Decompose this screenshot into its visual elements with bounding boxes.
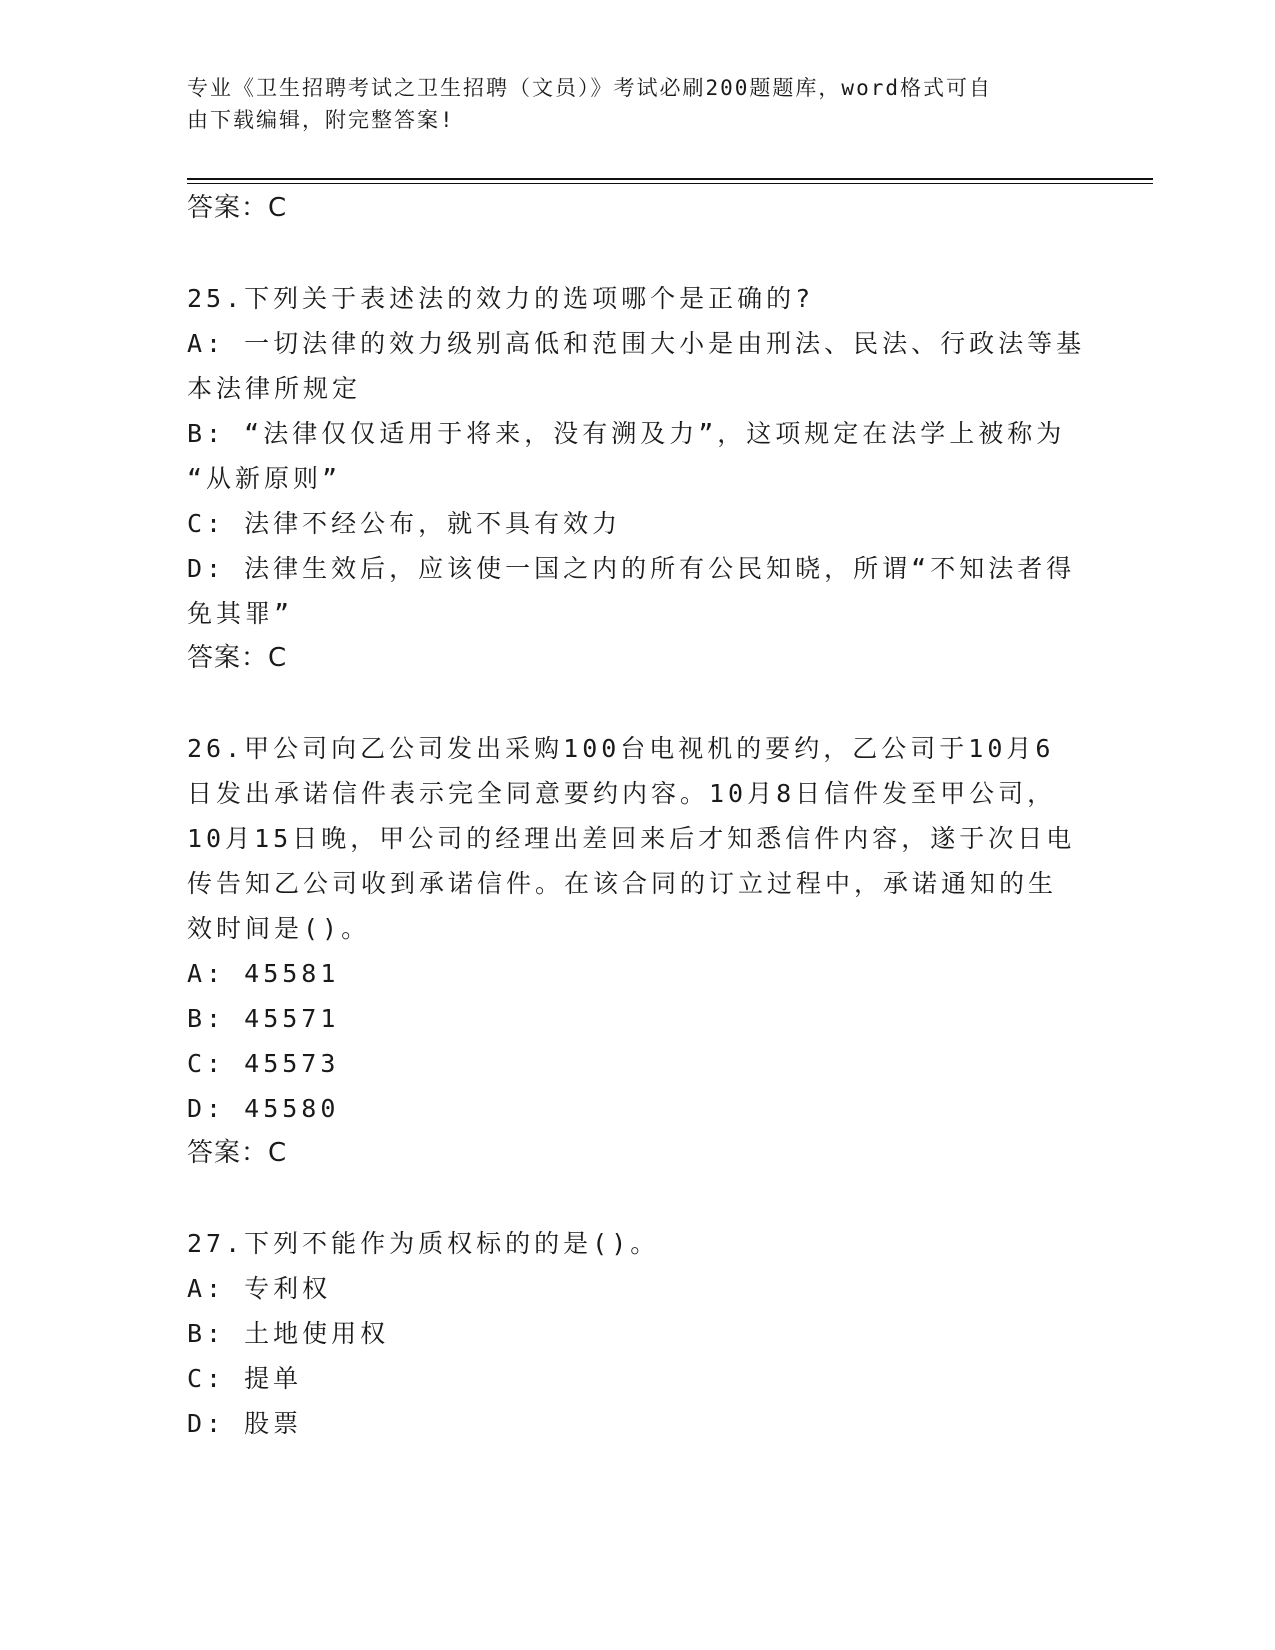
option-a: A: 45581 bbox=[187, 959, 340, 988]
question-stem-line-2: 日发出承诺信件表示完全同意要约内容。10月8日信件发至甲公司， bbox=[187, 779, 1057, 808]
option-a-continued: 本法律所规定 bbox=[187, 374, 362, 403]
question-26 bbox=[187, 726, 1087, 1176]
option-d: D: 法律生效后，应该使一国之内的所有公民知晓，所谓“不知法者得 bbox=[187, 554, 1076, 583]
option-c: C: 法律不经公布，就不具有效力 bbox=[187, 509, 622, 538]
question-stem-line-1: 26.甲公司向乙公司发出采购100台电视机的要约，乙公司于10月6 bbox=[187, 734, 1055, 763]
spacer bbox=[187, 1176, 1087, 1221]
question-27 bbox=[187, 1221, 1087, 1446]
question-25 bbox=[187, 276, 1087, 681]
answer: 答案：C bbox=[187, 1138, 288, 1168]
option-d-continued: 免其罪” bbox=[187, 599, 294, 628]
question-content bbox=[187, 186, 1087, 1446]
option-d: D: 45580 bbox=[187, 1094, 340, 1123]
option-b: B: 土地使用权 bbox=[187, 1319, 390, 1348]
option-a: A: 专利权 bbox=[187, 1274, 332, 1303]
option-b: B: “法律仅仅适用于将来，没有溯及力”，这项规定在法学上被称为 bbox=[187, 419, 1066, 448]
answer: 答案：C bbox=[187, 643, 288, 673]
question-stem-line-5: 效时间是()。 bbox=[187, 914, 371, 943]
option-a: A: 一切法律的效力级别高低和范围大小是由刑法、民法、行政法等基 bbox=[187, 329, 1086, 358]
option-d: D: 股票 bbox=[187, 1409, 303, 1438]
spacer bbox=[187, 231, 1087, 276]
question-stem-line-4: 传告知乙公司收到承诺信件。在该合同的订立过程中，承诺通知的生 bbox=[187, 869, 1058, 898]
header-divider-thin bbox=[187, 183, 1153, 184]
question-stem: 27.下列不能作为质权标的的是()。 bbox=[187, 1229, 660, 1258]
question-stem: 25.下列关于表述法的效力的选项哪个是正确的? bbox=[187, 284, 815, 313]
option-b: B: 45571 bbox=[187, 1004, 340, 1033]
option-c: C: 45573 bbox=[187, 1049, 340, 1078]
spacer bbox=[187, 681, 1087, 726]
document-header: 专业《卫生招聘考试之卫生招聘（文员）》考试必刷200题题库，word格式可自 由下载编辑，附完整答案! bbox=[187, 76, 992, 132]
option-c: C: 提单 bbox=[187, 1364, 303, 1393]
previous-answer: 答案：C bbox=[187, 193, 288, 223]
header-divider-thick bbox=[187, 178, 1153, 180]
question-stem-line-3: 10月15日晚，甲公司的经理出差回来后才知悉信件内容，遂于次日电 bbox=[187, 824, 1076, 853]
option-b-continued: “从新原则” bbox=[187, 464, 342, 493]
